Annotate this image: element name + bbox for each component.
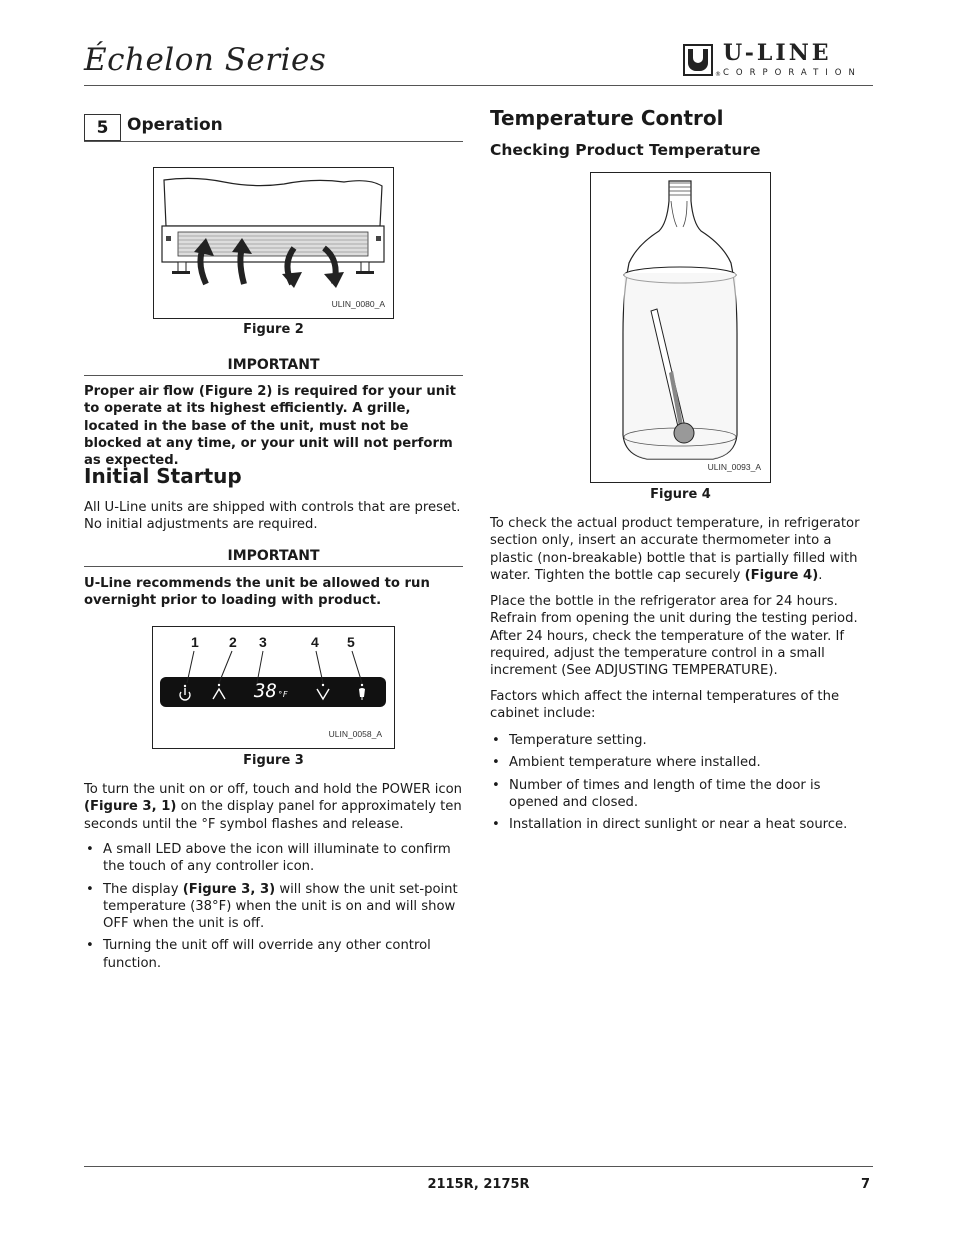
important-heading-2: IMPORTANT <box>84 548 463 567</box>
page-number: 7 <box>860 1177 870 1192</box>
list-item: • Installation in direct sunlight or near a heat source. <box>490 816 870 833</box>
brand-name: U-LINE <box>723 40 832 66</box>
checking-temperature-heading: Checking Product Temperature <box>490 141 761 159</box>
list-item: • Turning the unit off will override any other control function. <box>84 937 459 972</box>
callout-5: 5 <box>347 634 355 650</box>
important-heading-1: IMPORTANT <box>84 357 463 376</box>
power-instructions: To turn the unit on or off, touch and hold the POWER icon (Figure 3, 1) on the display panel for approximately ten seconds until the °F symbol flashes and release. <box>84 782 463 832</box>
figure-2-code: ULIN_0080_A <box>331 299 385 309</box>
display-unit: °F <box>277 690 288 699</box>
factors-intro-paragraph: Factors which affect the internal temperatures of the cabinet include: <box>490 689 840 722</box>
initial-startup-text: All U-Line units are shipped with controls that are preset. No initial adjustments are required. <box>84 500 461 533</box>
airflow-illustration <box>154 168 393 318</box>
list-item: • A small LED above the icon will illuminate to confirm the touch of any controller icon. <box>84 841 459 876</box>
u-line-logo <box>683 40 873 80</box>
figure-3-control-panel <box>152 626 395 749</box>
figure-4-code: ULIN_0093_A <box>707 462 761 472</box>
list-item: • Number of times and length of time the door is opened and closed. <box>490 777 870 812</box>
display-readout <box>254 680 288 702</box>
list-item: • Ambient temperature where installed. <box>490 754 870 771</box>
brand-registered-mark: ® <box>715 71 721 78</box>
section-number: 5 <box>84 114 121 141</box>
page-header <box>84 40 873 86</box>
section-title: Operation <box>127 115 223 135</box>
list-item: • Temperature setting. <box>490 732 870 749</box>
callout-2: 2 <box>229 634 237 650</box>
brand-subtitle: CORPORATION <box>723 68 862 78</box>
temperature-factors-list <box>490 732 870 838</box>
section-heading <box>84 114 463 142</box>
display-value: 38 <box>254 680 277 702</box>
figure-4-caption: Figure 4 <box>650 487 711 502</box>
temperature-control-heading: Temperature Control <box>490 106 724 130</box>
figure-3-code: ULIN_0058_A <box>328 729 382 739</box>
callout-1: 1 <box>191 634 199 650</box>
u-line-logo-mark-icon <box>683 44 713 76</box>
page-footer <box>84 1166 873 1196</box>
figure-2-airflow <box>153 167 394 319</box>
model-numbers: 2115R, 2175R <box>427 1177 530 1192</box>
initial-startup-heading: Initial Startup <box>84 464 242 488</box>
figure-3-caption: Figure 3 <box>243 753 304 768</box>
check-temperature-paragraph: To check the actual product temperature, in refrigerator section only, insert an accurate thermometer into a plastic (non-breakable) bottle that is partially filled with water. Tighten the bottle cap securely (Figure 4). <box>490 516 860 583</box>
figure-4-bottle-thermometer <box>590 172 771 483</box>
series-title: Échelon Series <box>84 42 327 78</box>
figure-2-caption: Figure 2 <box>243 322 304 337</box>
bottle-thermometer-illustration <box>591 173 770 482</box>
callout-3: 3 <box>259 634 267 650</box>
testing-period-paragraph: Place the bottle in the refrigerator area for 24 hours. Refrain from opening the unit during the testing period. After 24 hours, check the temperature of the water. If required, adjust the temperature control in a small increment (See ADJUSTING TEMPERATURE). <box>490 594 858 679</box>
list-item: • The display (Figure 3, 3) will show the unit set-point temperature (38°F) when the unit is on and will show OFF when the unit is off. <box>84 881 459 933</box>
power-notes-list <box>84 841 459 977</box>
callout-4: 4 <box>311 634 319 650</box>
important-text-2: U-Line recommends the unit be allowed to run overnight prior to loading with product. <box>84 576 430 609</box>
important-text-1: Proper air flow (Figure 2) is required for your unit to operate at its highest efficiently. A grille, located in the base of the unit, must not be blocked at any time, or your unit will not perform as expected. <box>84 384 456 469</box>
